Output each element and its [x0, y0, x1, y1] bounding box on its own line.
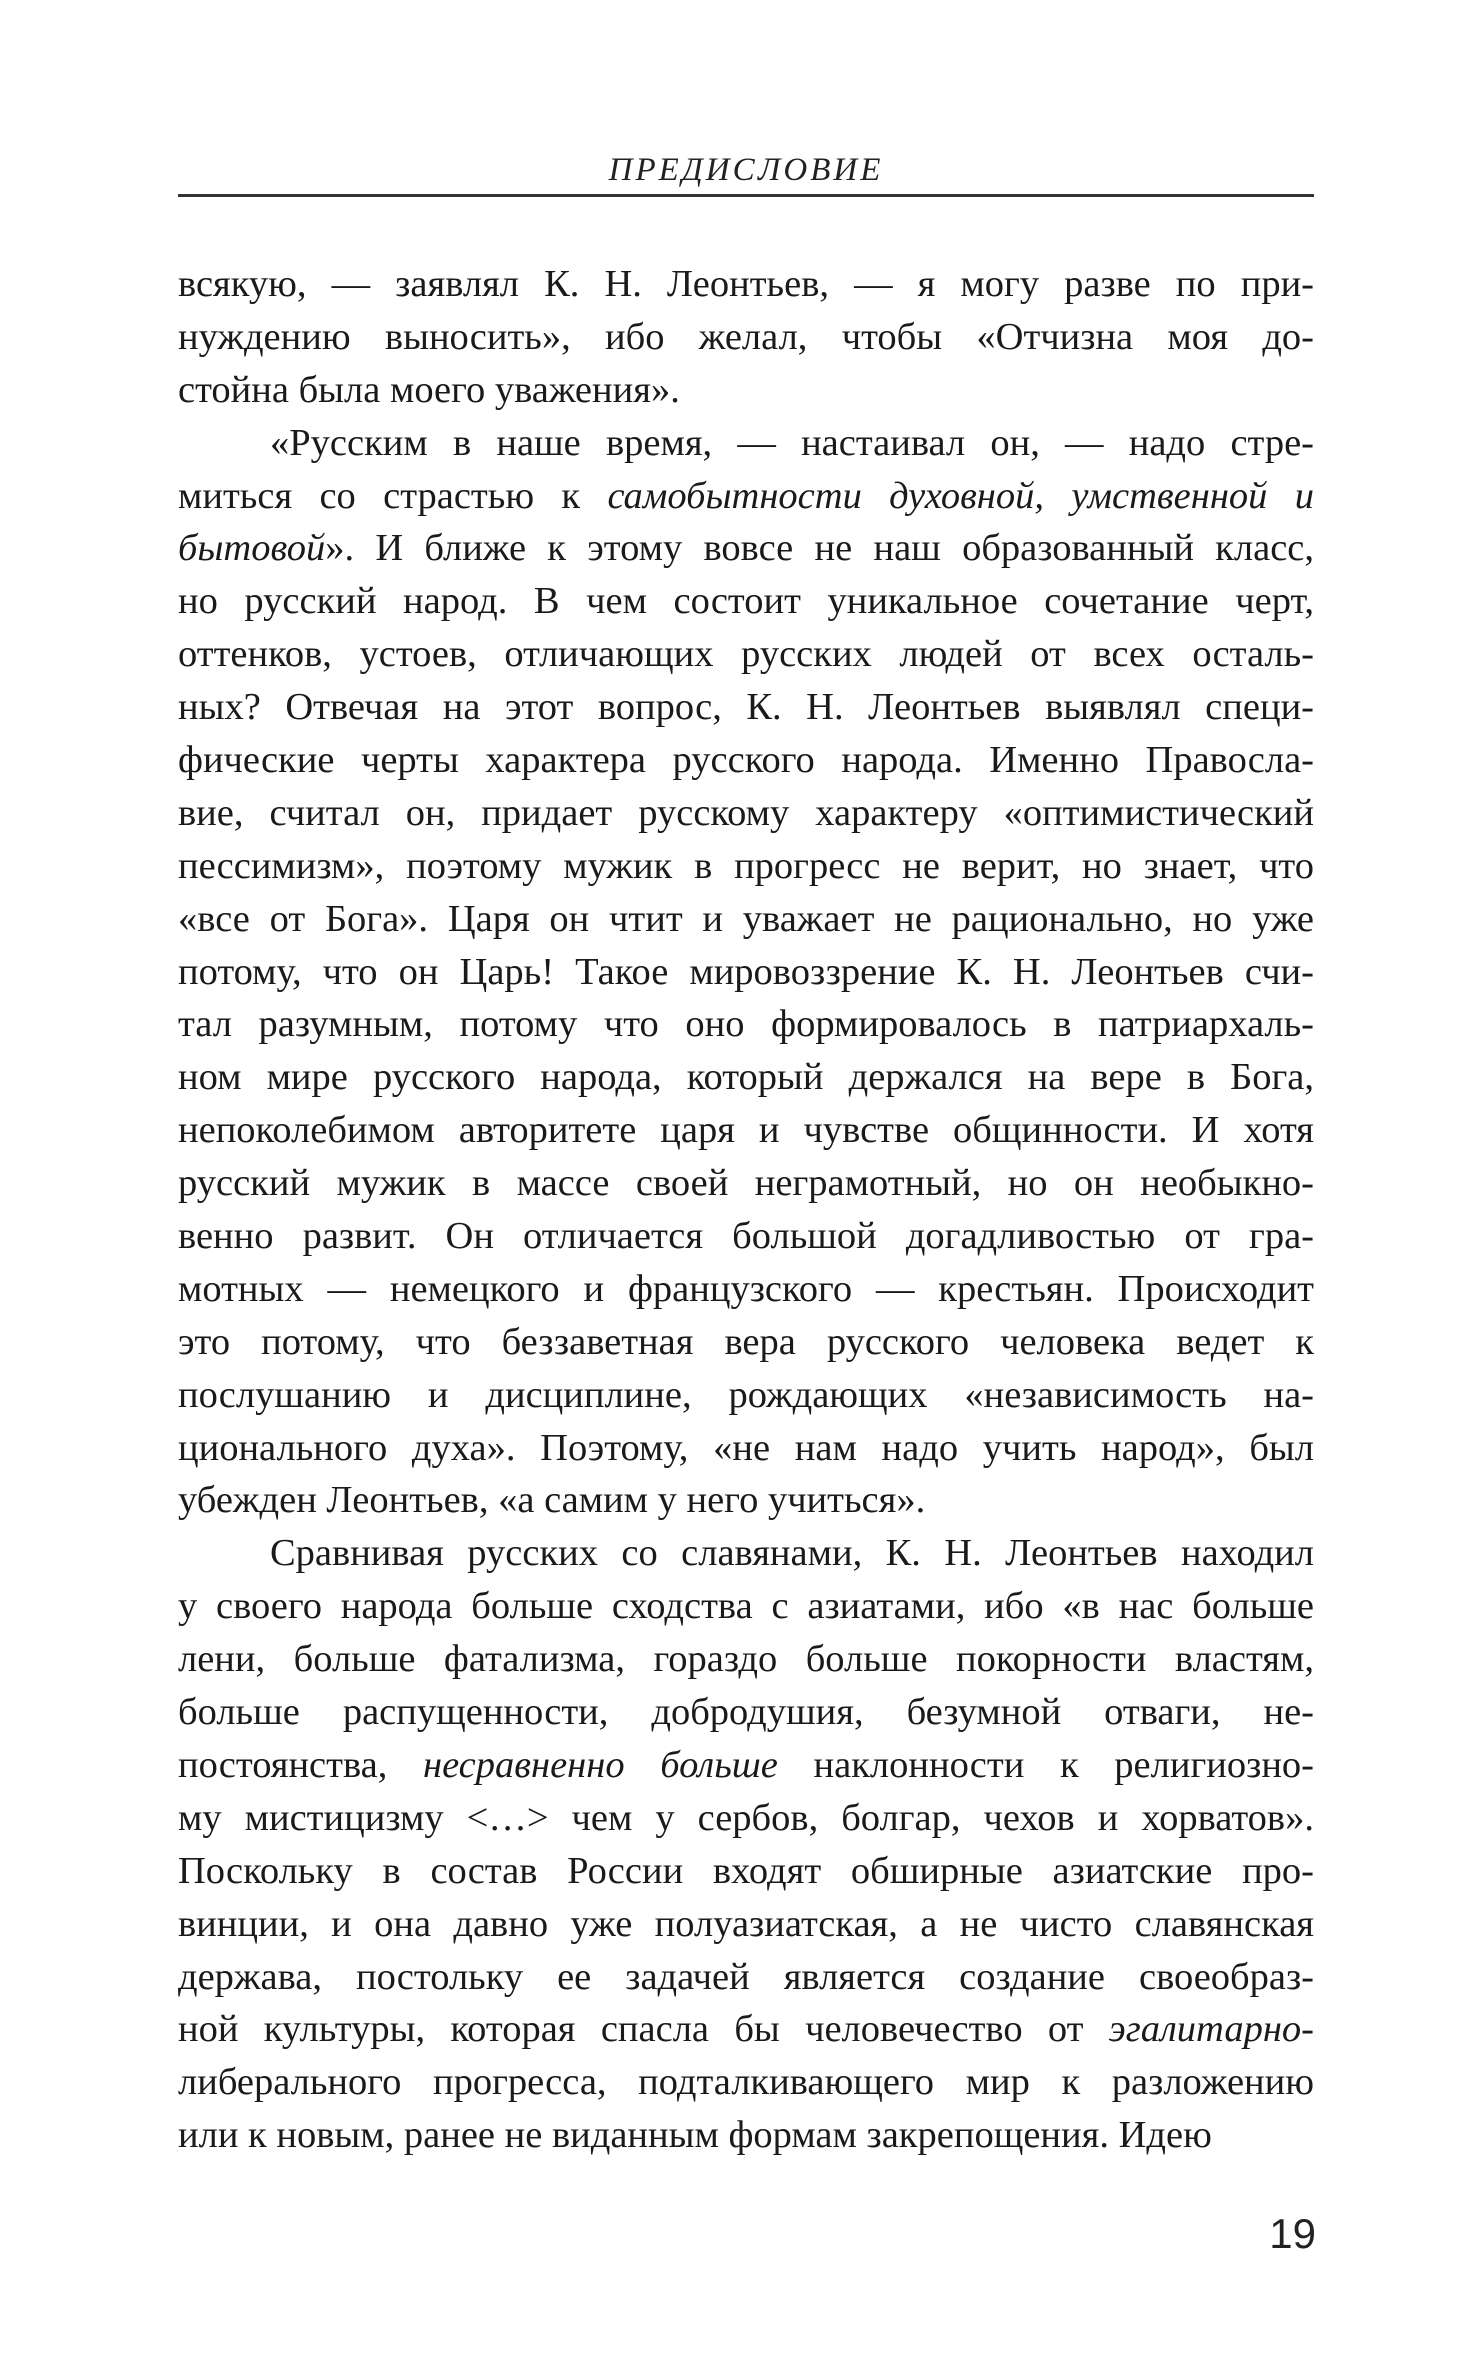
text-line: [178, 1951, 1314, 2004]
italic-text: эгалитарно-: [1108, 2008, 1314, 2051]
text-segment: му мистицизму <…> чем у сербов, болгар, чехов и хорватов».: [178, 1796, 1314, 1839]
italic-text: бытовой: [178, 527, 326, 570]
text-segment: нуждению выносить», ибо желал, чтобы «Отчизна моя до-: [178, 315, 1314, 358]
text-segment: оттенков, устоев, отличающих русских людей от всех осталь-: [178, 633, 1314, 676]
text-line: [178, 2003, 1314, 2056]
text-segment: ционального духа». Поэтому, «не нам надо учить народ», был: [178, 1426, 1314, 1469]
text-line: [178, 2056, 1314, 2109]
text-segment: ной культуры, которая спасла бы человечество от: [178, 2008, 1109, 2051]
text-line: [178, 1422, 1314, 1475]
text-segment: постоянства,: [178, 1743, 423, 1786]
text-segment: держава, постольку ее задачей является создание своеобраз-: [178, 1955, 1314, 1998]
text-line: [178, 840, 1314, 893]
text-segment: мотных — немецкого и французского — крестьян. Происходит: [178, 1267, 1314, 1310]
text-segment: либерального прогресса, подталкивающего мир к разложению: [178, 2061, 1314, 2104]
text-segment: винции, и она давно уже полуазиатская, а не чисто славянская: [178, 1902, 1314, 1945]
text-segment: у своего народа больше сходства с азиатами, ибо «в нас больше: [178, 1585, 1314, 1628]
text-line: [178, 311, 1314, 364]
text-line: [178, 364, 1314, 417]
text-segment: наклонности к религиозно-: [777, 1743, 1314, 1786]
text-line: [178, 2109, 1314, 2162]
text-segment: Сравнивая русских со славянами, К. Н. Леонтьев находил: [270, 1532, 1314, 1575]
italic-text: самобытности духовной, умственной и: [607, 474, 1314, 517]
text-line: [178, 998, 1314, 1051]
text-line: [178, 1369, 1314, 1422]
text-segment: русский мужик в массе своей неграмотный, но он необыкно-: [178, 1162, 1314, 1205]
text-line: [178, 575, 1314, 628]
text-line: [178, 1316, 1314, 1369]
text-segment: пессимизм», поэтому мужик в прогресс не верит, но знает, что: [178, 844, 1314, 887]
text-segment: непоколебимом авторитете царя и чувстве общинности. И хотя: [178, 1109, 1314, 1152]
text-segment: или к новым, ранее не виданным формам закрепощения. Идею: [178, 2114, 1212, 2157]
text-line: [178, 1580, 1314, 1633]
text-segment: больше распущенности, добродушия, безумной отваги, не-: [178, 1691, 1314, 1734]
text-line: [178, 1263, 1314, 1316]
text-segment: «все от Бога». Царя он чтит и уважает не рационально, но уже: [178, 897, 1314, 940]
header-rule: [178, 194, 1314, 197]
text-segment: это потому, что беззаветная вера русского человека ведет к: [178, 1320, 1314, 1363]
text-segment: но русский народ. В чем состоит уникальное сочетание черт,: [178, 580, 1314, 623]
text-line: [178, 1792, 1314, 1845]
text-line: [178, 1527, 1314, 1580]
text-segment: венно развит. Он отличается большой догадливостью от гра-: [178, 1215, 1314, 1258]
text-segment: всякую, — заявлял К. Н. Леонтьев, — я могу разве по при-: [178, 263, 1314, 305]
text-segment: ». И ближе к этому вовсе не наш образованный класс,: [325, 527, 1314, 570]
text-line: [178, 417, 1314, 470]
text-line: [178, 1898, 1314, 1951]
text-segment: послушанию и дисциплине, рождающих «независимость на-: [178, 1373, 1314, 1416]
text-line: [178, 522, 1314, 575]
text-segment: «Русским в наше время, — настаивал он, — надо стре-: [270, 421, 1314, 464]
body-text: [178, 258, 1314, 2162]
text-segment: ном мире русского народа, который держался на вере в Бога,: [178, 1056, 1314, 1099]
text-segment: убежден Леонтьев, «а самим у него учиться».: [178, 1479, 926, 1522]
text-segment: вие, считал он, придает русскому характеру «оптимистический: [178, 791, 1314, 834]
text-line: [178, 734, 1314, 787]
text-line: [178, 628, 1314, 681]
text-segment: миться со страстью к: [178, 474, 608, 517]
text-segment: потому, что он Царь! Такое мировоззрение К. Н. Леонтьев счи-: [178, 950, 1314, 993]
text-line: [178, 893, 1314, 946]
italic-text: несравненно больше: [423, 1743, 778, 1786]
text-line: [178, 1845, 1314, 1898]
text-segment: лени, больше фатализма, гораздо больше покорности властям,: [178, 1638, 1314, 1681]
text-segment: Поскольку в состав России входят обширные азиатские про-: [178, 1849, 1314, 1892]
text-segment: стойна была моего уважения».: [178, 368, 680, 411]
text-line: [178, 1633, 1314, 1686]
text-line: [178, 470, 1314, 523]
text-line: [178, 1157, 1314, 1210]
text-segment: ных? Отвечая на этот вопрос, К. Н. Леонтьев выявлял специ-: [178, 686, 1314, 729]
text-line: [178, 681, 1314, 734]
text-line: [178, 1104, 1314, 1157]
text-line: [178, 1051, 1314, 1104]
text-line: [178, 1739, 1314, 1792]
page-number: 19: [1269, 2210, 1316, 2257]
text-segment: фические черты характера русского народа. Именно Правосла-: [178, 739, 1314, 782]
text-line: [178, 1210, 1314, 1263]
text-segment: тал разумным, потому что оно формировалось в патриархаль-: [178, 1003, 1314, 1046]
text-line: [178, 1686, 1314, 1739]
text-line: [178, 946, 1314, 999]
text-line: [178, 787, 1314, 840]
text-line: [178, 258, 1314, 311]
text-line: [178, 1474, 1314, 1527]
running-head: ПРЕДИСЛОВИЕ: [608, 152, 884, 188]
